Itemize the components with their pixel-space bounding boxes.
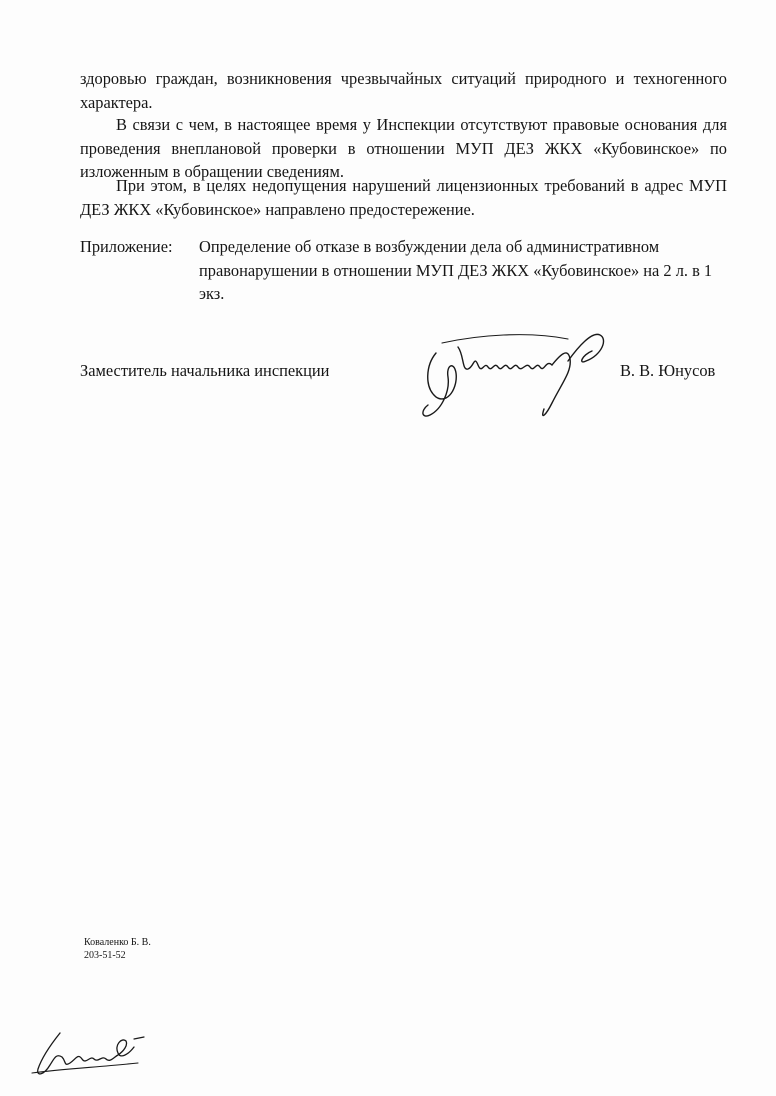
signer-name: В. В. Юнусов [620, 361, 716, 380]
executor-name: Коваленко Б. В. [84, 937, 151, 948]
executor-info [84, 936, 151, 962]
paragraph-warning-issued: При этом, в целях недопущения нарушений лицензионных требований в адрес МУП ДЕЗ ЖКХ «Кубовинское» направлено предостережение. [80, 176, 727, 219]
appendix-label: Приложение: [80, 237, 173, 256]
signer-position: Заместитель начальника инспекции [80, 361, 330, 380]
handwritten-initials [30, 1025, 150, 1080]
appendix-text: Определение об отказе в возбуждении дела об административном правонарушении в отношении МУП ДЕЗ ЖКХ «Кубовинское» на 2 л. в 1 экз. [199, 237, 713, 303]
executor-phone: 203-51-52 [84, 950, 126, 961]
handwritten-signature [418, 325, 613, 425]
paragraph-legal-grounds: В связи с чем, в настоящее время у Инспекции отсутствуют правовые основания для проведения внеплановой проверки в отношении МУП ДЕЗ ЖКХ «Кубовинское» по изложенным в обращении сведениям. [80, 115, 727, 181]
paragraph-continuation: здоровью граждан, возникновения чрезвычайных ситуаций природного и техногенного характера. [80, 69, 727, 112]
